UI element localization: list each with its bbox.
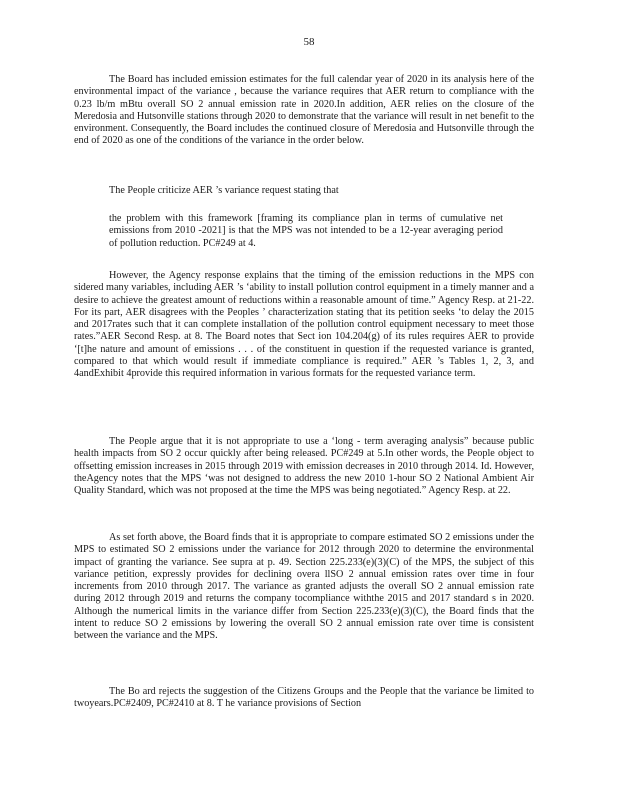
block-quote: the problem with this framework [framing its compliance plan in terms of cumulative net emissions from 2010 -2021] is that the MPS was not intended to be a 12-year averaging period of pollution reduction. PC#249 at 4. (109, 213, 503, 249)
paragraph-board-rejects: The Bo ard rejects the suggestion of the Citizens Groups and the People that the variance be limited to twoyears.PC#2409, PC#2410 at 8. T he variance provisions of Section (74, 686, 534, 710)
paragraph-emission-estimates: The Board has included emission estimates for the full calendar year of 2020 in its analysis here of the environmental impact of the variance , because the variance requires that AER return to compliance with the 0.23 lb/m mBtu overall SO 2 annual emission rate in 2020.In addition, AER relies on the closure of the Meredosia and Hutsonville stations through 2020 to demonstrate that the variance will result in net benefit to the environment. Consequently, the Board includes the continued closure of Meredosia and Hutsonville through the end of 2020 as one of the conditions of the variance in the order below. (74, 74, 534, 147)
paragraph-agency-response: However, the Agency response explains that the timing of the emission reductions in the MPS con sidered many variables, including AER ’s ‘ability to install pollution control equipment in a timely manner and a desire to achieve the greatest amount of reductions within a reasonable amount of time.” Agency Resp. at 21-22. For its part, AER disagrees with the Peoples ’ characterization stating that its petition seeks ‘to delay the 2015 and 2017rates such that it can complete installation of the pollution control equipment necessary to meet those rates.”AER Second Resp. at 8. The Board notes that Sect ion 104.204(g) of its rules requires AER to provide ‘[t]he nature and amount of emissions . . . of the constituent in question if the requested variance is granted, compared to that which would result if immediate compliance is required.” AER ’s Tables 1, 2, 3, and 4andExhibit 4provide this required information in various formats for the requested variance term. (74, 270, 534, 380)
page-number: 58 (303, 36, 315, 48)
paragraph-board-finds: As set forth above, the Board finds that it is appropriate to compare estimated SO 2 emissions under the MPS to estimated SO 2 emissions under the variance for 2012 through 2020 to determine the environmental impact of granting the variance. See supra at p. 49. Section 225.233(e)(3)(C) of the MPS, the subject of this variance petition, expressly provides for declining overa llSO 2 annual emission rates over time in four increments from 2010 through 2017. The variance as granted adjusts the overall SO 2 annual emission rate during 2012 through 2019 and returns the company tocompliance withthe 2015 and 2017 standard s in 2020. Although the numerical limits in the variance differ from Section 225.233(e)(3)(C), the Board finds that the intent to reduce SO 2 emissions by lowering the overall SO 2 annual emission rate over time is consistent between the variance and the MPS. (74, 532, 534, 642)
paragraph-people-criticize: The People criticize AER ’s variance request stating that (109, 185, 339, 196)
paragraph-people-argue: The People argue that it is not appropriate to use a ‘long - term averaging analysis” because public health impacts from SO 2 occur quickly after being released. PC#249 at 5.In other words, the People object to offsetting emission increases in 2015 through 2019 with emission decreases in 2010 through 2014. Id. However, theAgency notes that the MPS ‘was not designed to address the new 2010 1-hour SO 2 National Ambient Air Quality Standard, which was not proposed at the time the MPS was being negotiated.” Agency Resp. at 22. (74, 436, 534, 497)
